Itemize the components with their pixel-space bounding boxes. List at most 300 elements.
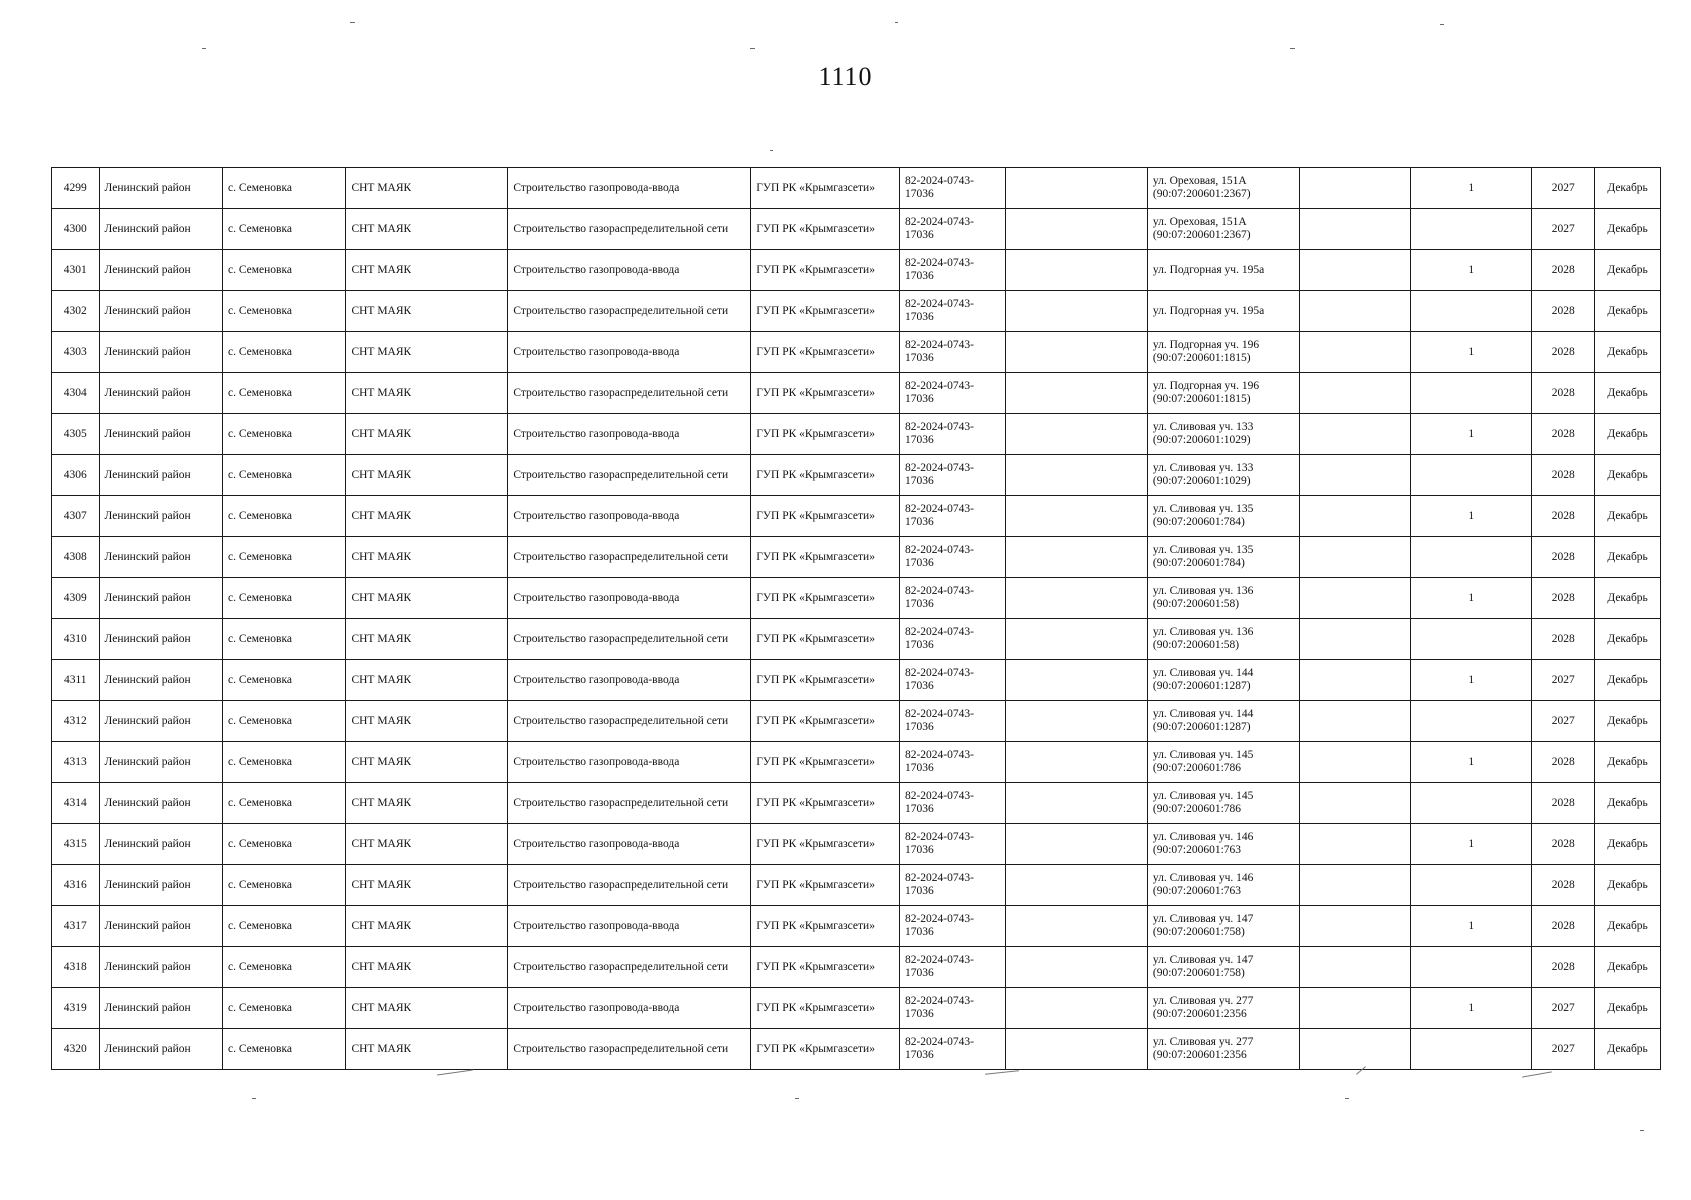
address-cell: ул. Сливовая уч. 136 (90:07:200601:58)	[1147, 578, 1299, 619]
organization-cell: ГУП РК «Крымгазсети»	[751, 947, 900, 988]
empty-cell	[1006, 455, 1148, 496]
organization-cell: ГУП РК «Крымгазсети»	[751, 783, 900, 824]
organization-cell: ГУП РК «Крымгазсети»	[751, 742, 900, 783]
table-row	[52, 291, 1661, 332]
month-cell: Декабрь	[1595, 619, 1661, 660]
empty-cell	[1299, 168, 1410, 209]
table-row	[52, 947, 1661, 988]
village-cell: с. Семеновка	[223, 701, 346, 742]
address-cell: ул. Подгорная уч. 195а	[1147, 291, 1299, 332]
scan-speck	[1440, 24, 1444, 25]
table-row	[52, 496, 1661, 537]
scan-speck	[770, 150, 773, 151]
year-cell: 2028	[1532, 373, 1595, 414]
project-code-cell: 82-2024-0743-17036	[899, 332, 1005, 373]
project-code-cell: 82-2024-0743-17036	[899, 906, 1005, 947]
district-cell: Ленинский район	[99, 209, 222, 250]
row-number-cell: 4317	[52, 906, 100, 947]
village-cell: с. Семеновка	[223, 783, 346, 824]
work-type-cell: Строительство газопровода-ввода	[508, 496, 751, 537]
table-row	[52, 660, 1661, 701]
work-type-cell: Строительство газопровода-ввода	[508, 332, 751, 373]
row-number-cell: 4312	[52, 701, 100, 742]
work-type-cell: Строительство газораспределительной сети	[508, 209, 751, 250]
project-code-cell: 82-2024-0743-17036	[899, 537, 1005, 578]
scan-speck	[795, 1098, 799, 1099]
empty-cell	[1006, 373, 1148, 414]
project-code-cell: 82-2024-0743-17036	[899, 619, 1005, 660]
year-cell: 2028	[1532, 414, 1595, 455]
scan-speck	[1640, 1130, 1644, 1131]
project-code-cell: 82-2024-0743-17036	[899, 701, 1005, 742]
district-cell: Ленинский район	[99, 701, 222, 742]
village-cell: с. Семеновка	[223, 455, 346, 496]
district-cell: Ленинский район	[99, 496, 222, 537]
organization-cell: ГУП РК «Крымгазсети»	[751, 209, 900, 250]
snt-cell: СНТ МАЯК	[346, 578, 508, 619]
district-cell: Ленинский район	[99, 373, 222, 414]
quantity-cell	[1410, 701, 1531, 742]
empty-cell	[1006, 168, 1148, 209]
row-number-cell: 4303	[52, 332, 100, 373]
organization-cell: ГУП РК «Крымгазсети»	[751, 291, 900, 332]
village-cell: с. Семеновка	[223, 865, 346, 906]
month-cell: Декабрь	[1595, 865, 1661, 906]
work-type-cell: Строительство газораспределительной сети	[508, 865, 751, 906]
month-cell: Декабрь	[1595, 906, 1661, 947]
table-row	[52, 742, 1661, 783]
empty-cell	[1006, 660, 1148, 701]
year-cell: 2028	[1532, 619, 1595, 660]
project-code-cell: 82-2024-0743-17036	[899, 496, 1005, 537]
address-cell: ул. Сливовая уч. 133 (90:07:200601:1029)	[1147, 414, 1299, 455]
year-cell: 2027	[1532, 701, 1595, 742]
quantity-cell: 1	[1410, 250, 1531, 291]
district-cell: Ленинский район	[99, 168, 222, 209]
address-cell: ул. Подгорная уч. 195а	[1147, 250, 1299, 291]
quantity-cell	[1410, 865, 1531, 906]
empty-cell	[1006, 250, 1148, 291]
table-row	[52, 578, 1661, 619]
table-row	[52, 906, 1661, 947]
month-cell: Декабрь	[1595, 824, 1661, 865]
month-cell: Декабрь	[1595, 291, 1661, 332]
empty-cell	[1006, 414, 1148, 455]
snt-cell: СНТ МАЯК	[346, 455, 508, 496]
address-cell: ул. Ореховая, 151А (90:07:200601:2367)	[1147, 168, 1299, 209]
work-type-cell: Строительство газопровода-ввода	[508, 414, 751, 455]
project-code-cell: 82-2024-0743-17036	[899, 250, 1005, 291]
row-number-cell: 4305	[52, 414, 100, 455]
table-row	[52, 414, 1661, 455]
month-cell: Декабрь	[1595, 701, 1661, 742]
table-row	[52, 168, 1661, 209]
empty-cell	[1006, 947, 1148, 988]
district-cell: Ленинский район	[99, 414, 222, 455]
district-cell: Ленинский район	[99, 537, 222, 578]
village-cell: с. Семеновка	[223, 988, 346, 1029]
empty-cell	[1299, 701, 1410, 742]
month-cell: Декабрь	[1595, 373, 1661, 414]
village-cell: с. Семеновка	[223, 496, 346, 537]
scan-speck	[1290, 48, 1295, 49]
year-cell: 2028	[1532, 865, 1595, 906]
row-number-cell: 4311	[52, 660, 100, 701]
village-cell: с. Семеновка	[223, 578, 346, 619]
snt-cell: СНТ МАЯК	[346, 660, 508, 701]
village-cell: с. Семеновка	[223, 824, 346, 865]
address-cell: ул. Сливовая уч. 135 (90:07:200601:784)	[1147, 496, 1299, 537]
year-cell: 2028	[1532, 578, 1595, 619]
work-type-cell: Строительство газопровода-ввода	[508, 660, 751, 701]
district-cell: Ленинский район	[99, 906, 222, 947]
year-cell: 2028	[1532, 537, 1595, 578]
snt-cell: СНТ МАЯК	[346, 537, 508, 578]
district-cell: Ленинский район	[99, 250, 222, 291]
row-number-cell: 4309	[52, 578, 100, 619]
scan-speck	[202, 48, 206, 49]
empty-cell	[1006, 1029, 1148, 1070]
district-cell: Ленинский район	[99, 742, 222, 783]
month-cell: Декабрь	[1595, 496, 1661, 537]
scan-speck	[895, 22, 898, 23]
organization-cell: ГУП РК «Крымгазсети»	[751, 168, 900, 209]
quantity-cell	[1410, 619, 1531, 660]
month-cell: Декабрь	[1595, 250, 1661, 291]
project-code-cell: 82-2024-0743-17036	[899, 414, 1005, 455]
district-cell: Ленинский район	[99, 332, 222, 373]
empty-cell	[1299, 250, 1410, 291]
empty-cell	[1299, 906, 1410, 947]
table-row	[52, 537, 1661, 578]
district-cell: Ленинский район	[99, 619, 222, 660]
empty-cell	[1006, 865, 1148, 906]
village-cell: с. Семеновка	[223, 619, 346, 660]
address-cell: ул. Подгорная уч. 196 (90:07:200601:1815)	[1147, 373, 1299, 414]
year-cell: 2028	[1532, 947, 1595, 988]
scan-speck	[350, 22, 355, 23]
project-code-cell: 82-2024-0743-17036	[899, 947, 1005, 988]
quantity-cell: 1	[1410, 414, 1531, 455]
organization-cell: ГУП РК «Крымгазсети»	[751, 865, 900, 906]
project-code-cell: 82-2024-0743-17036	[899, 373, 1005, 414]
empty-cell	[1299, 332, 1410, 373]
row-number-cell: 4310	[52, 619, 100, 660]
address-cell: ул. Сливовая уч. 146 (90:07:200601:763	[1147, 824, 1299, 865]
row-number-cell: 4314	[52, 783, 100, 824]
quantity-cell: 1	[1410, 496, 1531, 537]
table-row	[52, 373, 1661, 414]
work-type-cell: Строительство газораспределительной сети	[508, 537, 751, 578]
organization-cell: ГУП РК «Крымгазсети»	[751, 496, 900, 537]
row-number-cell: 4308	[52, 537, 100, 578]
district-cell: Ленинский район	[99, 291, 222, 332]
table-row	[52, 824, 1661, 865]
quantity-cell: 1	[1410, 906, 1531, 947]
village-cell: с. Семеновка	[223, 660, 346, 701]
row-number-cell: 4316	[52, 865, 100, 906]
row-number-cell: 4304	[52, 373, 100, 414]
address-cell: ул. Сливовая уч. 147 (90:07:200601:758)	[1147, 947, 1299, 988]
scan-speck	[252, 1098, 256, 1099]
district-cell: Ленинский район	[99, 783, 222, 824]
project-code-cell: 82-2024-0743-17036	[899, 988, 1005, 1029]
year-cell: 2027	[1532, 209, 1595, 250]
project-code-cell: 82-2024-0743-17036	[899, 168, 1005, 209]
empty-cell	[1299, 291, 1410, 332]
row-number-cell: 4299	[52, 168, 100, 209]
year-cell: 2028	[1532, 455, 1595, 496]
empty-cell	[1006, 291, 1148, 332]
empty-cell	[1006, 783, 1148, 824]
table-row	[52, 1029, 1661, 1070]
table-row	[52, 701, 1661, 742]
work-type-cell: Строительство газопровода-ввода	[508, 906, 751, 947]
snt-cell: СНТ МАЯК	[346, 496, 508, 537]
empty-cell	[1299, 373, 1410, 414]
organization-cell: ГУП РК «Крымгазсети»	[751, 250, 900, 291]
row-number-cell: 4300	[52, 209, 100, 250]
empty-cell	[1299, 865, 1410, 906]
year-cell: 2028	[1532, 742, 1595, 783]
row-number-cell: 4306	[52, 455, 100, 496]
quantity-cell	[1410, 373, 1531, 414]
month-cell: Декабрь	[1595, 947, 1661, 988]
project-code-cell: 82-2024-0743-17036	[899, 824, 1005, 865]
row-number-cell: 4301	[52, 250, 100, 291]
table-row	[52, 988, 1661, 1029]
snt-cell: СНТ МАЯК	[346, 373, 508, 414]
address-cell: ул. Сливовая уч. 133 (90:07:200601:1029)	[1147, 455, 1299, 496]
snt-cell: СНТ МАЯК	[346, 168, 508, 209]
snt-cell: СНТ МАЯК	[346, 332, 508, 373]
year-cell: 2027	[1532, 1029, 1595, 1070]
row-number-cell: 4315	[52, 824, 100, 865]
district-cell: Ленинский район	[99, 824, 222, 865]
district-cell: Ленинский район	[99, 455, 222, 496]
village-cell: с. Семеновка	[223, 373, 346, 414]
organization-cell: ГУП РК «Крымгазсети»	[751, 988, 900, 1029]
month-cell: Декабрь	[1595, 783, 1661, 824]
district-cell: Ленинский район	[99, 988, 222, 1029]
address-cell: ул. Сливовая уч. 145 (90:07:200601:786	[1147, 783, 1299, 824]
year-cell: 2028	[1532, 332, 1595, 373]
address-cell: ул. Сливовая уч. 277 (90:07:200601:2356	[1147, 988, 1299, 1029]
district-cell: Ленинский район	[99, 660, 222, 701]
village-cell: с. Семеновка	[223, 742, 346, 783]
year-cell: 2028	[1532, 783, 1595, 824]
project-code-cell: 82-2024-0743-17036	[899, 742, 1005, 783]
village-cell: с. Семеновка	[223, 1029, 346, 1070]
quantity-cell	[1410, 537, 1531, 578]
organization-cell: ГУП РК «Крымгазсети»	[751, 537, 900, 578]
empty-cell	[1299, 209, 1410, 250]
work-type-cell: Строительство газораспределительной сети	[508, 455, 751, 496]
quantity-cell: 1	[1410, 578, 1531, 619]
register-table	[51, 167, 1661, 1070]
pen-mark	[437, 1069, 473, 1075]
organization-cell: ГУП РК «Крымгазсети»	[751, 373, 900, 414]
empty-cell	[1006, 906, 1148, 947]
empty-cell	[1299, 578, 1410, 619]
quantity-cell	[1410, 783, 1531, 824]
empty-cell	[1006, 988, 1148, 1029]
organization-cell: ГУП РК «Крымгазсети»	[751, 414, 900, 455]
work-type-cell: Строительство газораспределительной сети	[508, 947, 751, 988]
snt-cell: СНТ МАЯК	[346, 947, 508, 988]
snt-cell: СНТ МАЯК	[346, 742, 508, 783]
quantity-cell: 1	[1410, 660, 1531, 701]
snt-cell: СНТ МАЯК	[346, 824, 508, 865]
month-cell: Декабрь	[1595, 578, 1661, 619]
month-cell: Декабрь	[1595, 168, 1661, 209]
table-row	[52, 783, 1661, 824]
district-cell: Ленинский район	[99, 578, 222, 619]
work-type-cell: Строительство газораспределительной сети	[508, 373, 751, 414]
project-code-cell: 82-2024-0743-17036	[899, 578, 1005, 619]
work-type-cell: Строительство газораспределительной сети	[508, 701, 751, 742]
address-cell: ул. Сливовая уч. 136 (90:07:200601:58)	[1147, 619, 1299, 660]
page-number: 1110	[818, 62, 873, 91]
project-code-cell: 82-2024-0743-17036	[899, 291, 1005, 332]
quantity-cell	[1410, 209, 1531, 250]
snt-cell: СНТ МАЯК	[346, 209, 508, 250]
work-type-cell: Строительство газопровода-ввода	[508, 988, 751, 1029]
snt-cell: СНТ МАЯК	[346, 1029, 508, 1070]
project-code-cell: 82-2024-0743-17036	[899, 865, 1005, 906]
quantity-cell: 1	[1410, 988, 1531, 1029]
organization-cell: ГУП РК «Крымгазсети»	[751, 906, 900, 947]
village-cell: с. Семеновка	[223, 250, 346, 291]
month-cell: Декабрь	[1595, 742, 1661, 783]
snt-cell: СНТ МАЯК	[346, 291, 508, 332]
empty-cell	[1006, 332, 1148, 373]
organization-cell: ГУП РК «Крымгазсети»	[751, 824, 900, 865]
snt-cell: СНТ МАЯК	[346, 988, 508, 1029]
month-cell: Декабрь	[1595, 332, 1661, 373]
organization-cell: ГУП РК «Крымгазсети»	[751, 578, 900, 619]
empty-cell	[1299, 824, 1410, 865]
empty-cell	[1299, 537, 1410, 578]
empty-cell	[1006, 578, 1148, 619]
project-code-cell: 82-2024-0743-17036	[899, 209, 1005, 250]
year-cell: 2027	[1532, 660, 1595, 701]
year-cell: 2027	[1532, 168, 1595, 209]
row-number-cell: 4320	[52, 1029, 100, 1070]
row-number-cell: 4313	[52, 742, 100, 783]
project-code-cell: 82-2024-0743-17036	[899, 1029, 1005, 1070]
row-number-cell: 4318	[52, 947, 100, 988]
empty-cell	[1299, 988, 1410, 1029]
address-cell: ул. Сливовая уч. 277 (90:07:200601:2356	[1147, 1029, 1299, 1070]
empty-cell	[1006, 701, 1148, 742]
work-type-cell: Строительство газораспределительной сети	[508, 783, 751, 824]
year-cell: 2028	[1532, 496, 1595, 537]
year-cell: 2027	[1532, 988, 1595, 1029]
village-cell: с. Семеновка	[223, 906, 346, 947]
organization-cell: ГУП РК «Крымгазсети»	[751, 332, 900, 373]
empty-cell	[1006, 742, 1148, 783]
row-number-cell: 4319	[52, 988, 100, 1029]
table-row	[52, 455, 1661, 496]
address-cell: ул. Сливовая уч. 145 (90:07:200601:786	[1147, 742, 1299, 783]
month-cell: Декабрь	[1595, 414, 1661, 455]
year-cell: 2028	[1532, 824, 1595, 865]
quantity-cell: 1	[1410, 168, 1531, 209]
empty-cell	[1299, 414, 1410, 455]
organization-cell: ГУП РК «Крымгазсети»	[751, 701, 900, 742]
empty-cell	[1299, 455, 1410, 496]
empty-cell	[1006, 619, 1148, 660]
scan-speck	[750, 48, 755, 49]
organization-cell: ГУП РК «Крымгазсети»	[751, 1029, 900, 1070]
empty-cell	[1006, 209, 1148, 250]
organization-cell: ГУП РК «Крымгазсети»	[751, 619, 900, 660]
quantity-cell	[1410, 455, 1531, 496]
empty-cell	[1006, 537, 1148, 578]
address-cell: ул. Сливовая уч. 135 (90:07:200601:784)	[1147, 537, 1299, 578]
pen-mark	[1522, 1071, 1552, 1077]
village-cell: с. Семеновка	[223, 332, 346, 373]
village-cell: с. Семеновка	[223, 209, 346, 250]
work-type-cell: Строительство газораспределительной сети	[508, 1029, 751, 1070]
month-cell: Декабрь	[1595, 537, 1661, 578]
district-cell: Ленинский район	[99, 865, 222, 906]
quantity-cell	[1410, 291, 1531, 332]
quantity-cell: 1	[1410, 742, 1531, 783]
address-cell: ул. Подгорная уч. 196 (90:07:200601:1815)	[1147, 332, 1299, 373]
empty-cell	[1006, 496, 1148, 537]
work-type-cell: Строительство газопровода-ввода	[508, 824, 751, 865]
village-cell: с. Семеновка	[223, 291, 346, 332]
empty-cell	[1006, 824, 1148, 865]
snt-cell: СНТ МАЯК	[346, 865, 508, 906]
project-code-cell: 82-2024-0743-17036	[899, 660, 1005, 701]
address-cell: ул. Сливовая уч. 147 (90:07:200601:758)	[1147, 906, 1299, 947]
month-cell: Декабрь	[1595, 1029, 1661, 1070]
quantity-cell: 1	[1410, 824, 1531, 865]
empty-cell	[1299, 742, 1410, 783]
snt-cell: СНТ МАЯК	[346, 619, 508, 660]
table-row	[52, 209, 1661, 250]
year-cell: 2028	[1532, 291, 1595, 332]
scan-speck	[1345, 1098, 1349, 1099]
empty-cell	[1299, 660, 1410, 701]
address-cell: ул. Сливовая уч. 144 (90:07:200601:1287)	[1147, 701, 1299, 742]
work-type-cell: Строительство газопровода-ввода	[508, 578, 751, 619]
address-cell: ул. Сливовая уч. 146 (90:07:200601:763	[1147, 865, 1299, 906]
snt-cell: СНТ МАЯК	[346, 701, 508, 742]
village-cell: с. Семеновка	[223, 168, 346, 209]
empty-cell	[1299, 947, 1410, 988]
work-type-cell: Строительство газопровода-ввода	[508, 250, 751, 291]
month-cell: Декабрь	[1595, 209, 1661, 250]
snt-cell: СНТ МАЯК	[346, 250, 508, 291]
village-cell: с. Семеновка	[223, 947, 346, 988]
quantity-cell	[1410, 1029, 1531, 1070]
table-row	[52, 619, 1661, 660]
row-number-cell: 4307	[52, 496, 100, 537]
quantity-cell: 1	[1410, 332, 1531, 373]
quantity-cell	[1410, 947, 1531, 988]
empty-cell	[1299, 496, 1410, 537]
village-cell: с. Семеновка	[223, 537, 346, 578]
table-row	[52, 865, 1661, 906]
work-type-cell: Строительство газораспределительной сети	[508, 619, 751, 660]
month-cell: Декабрь	[1595, 455, 1661, 496]
snt-cell: СНТ МАЯК	[346, 414, 508, 455]
district-cell: Ленинский район	[99, 947, 222, 988]
